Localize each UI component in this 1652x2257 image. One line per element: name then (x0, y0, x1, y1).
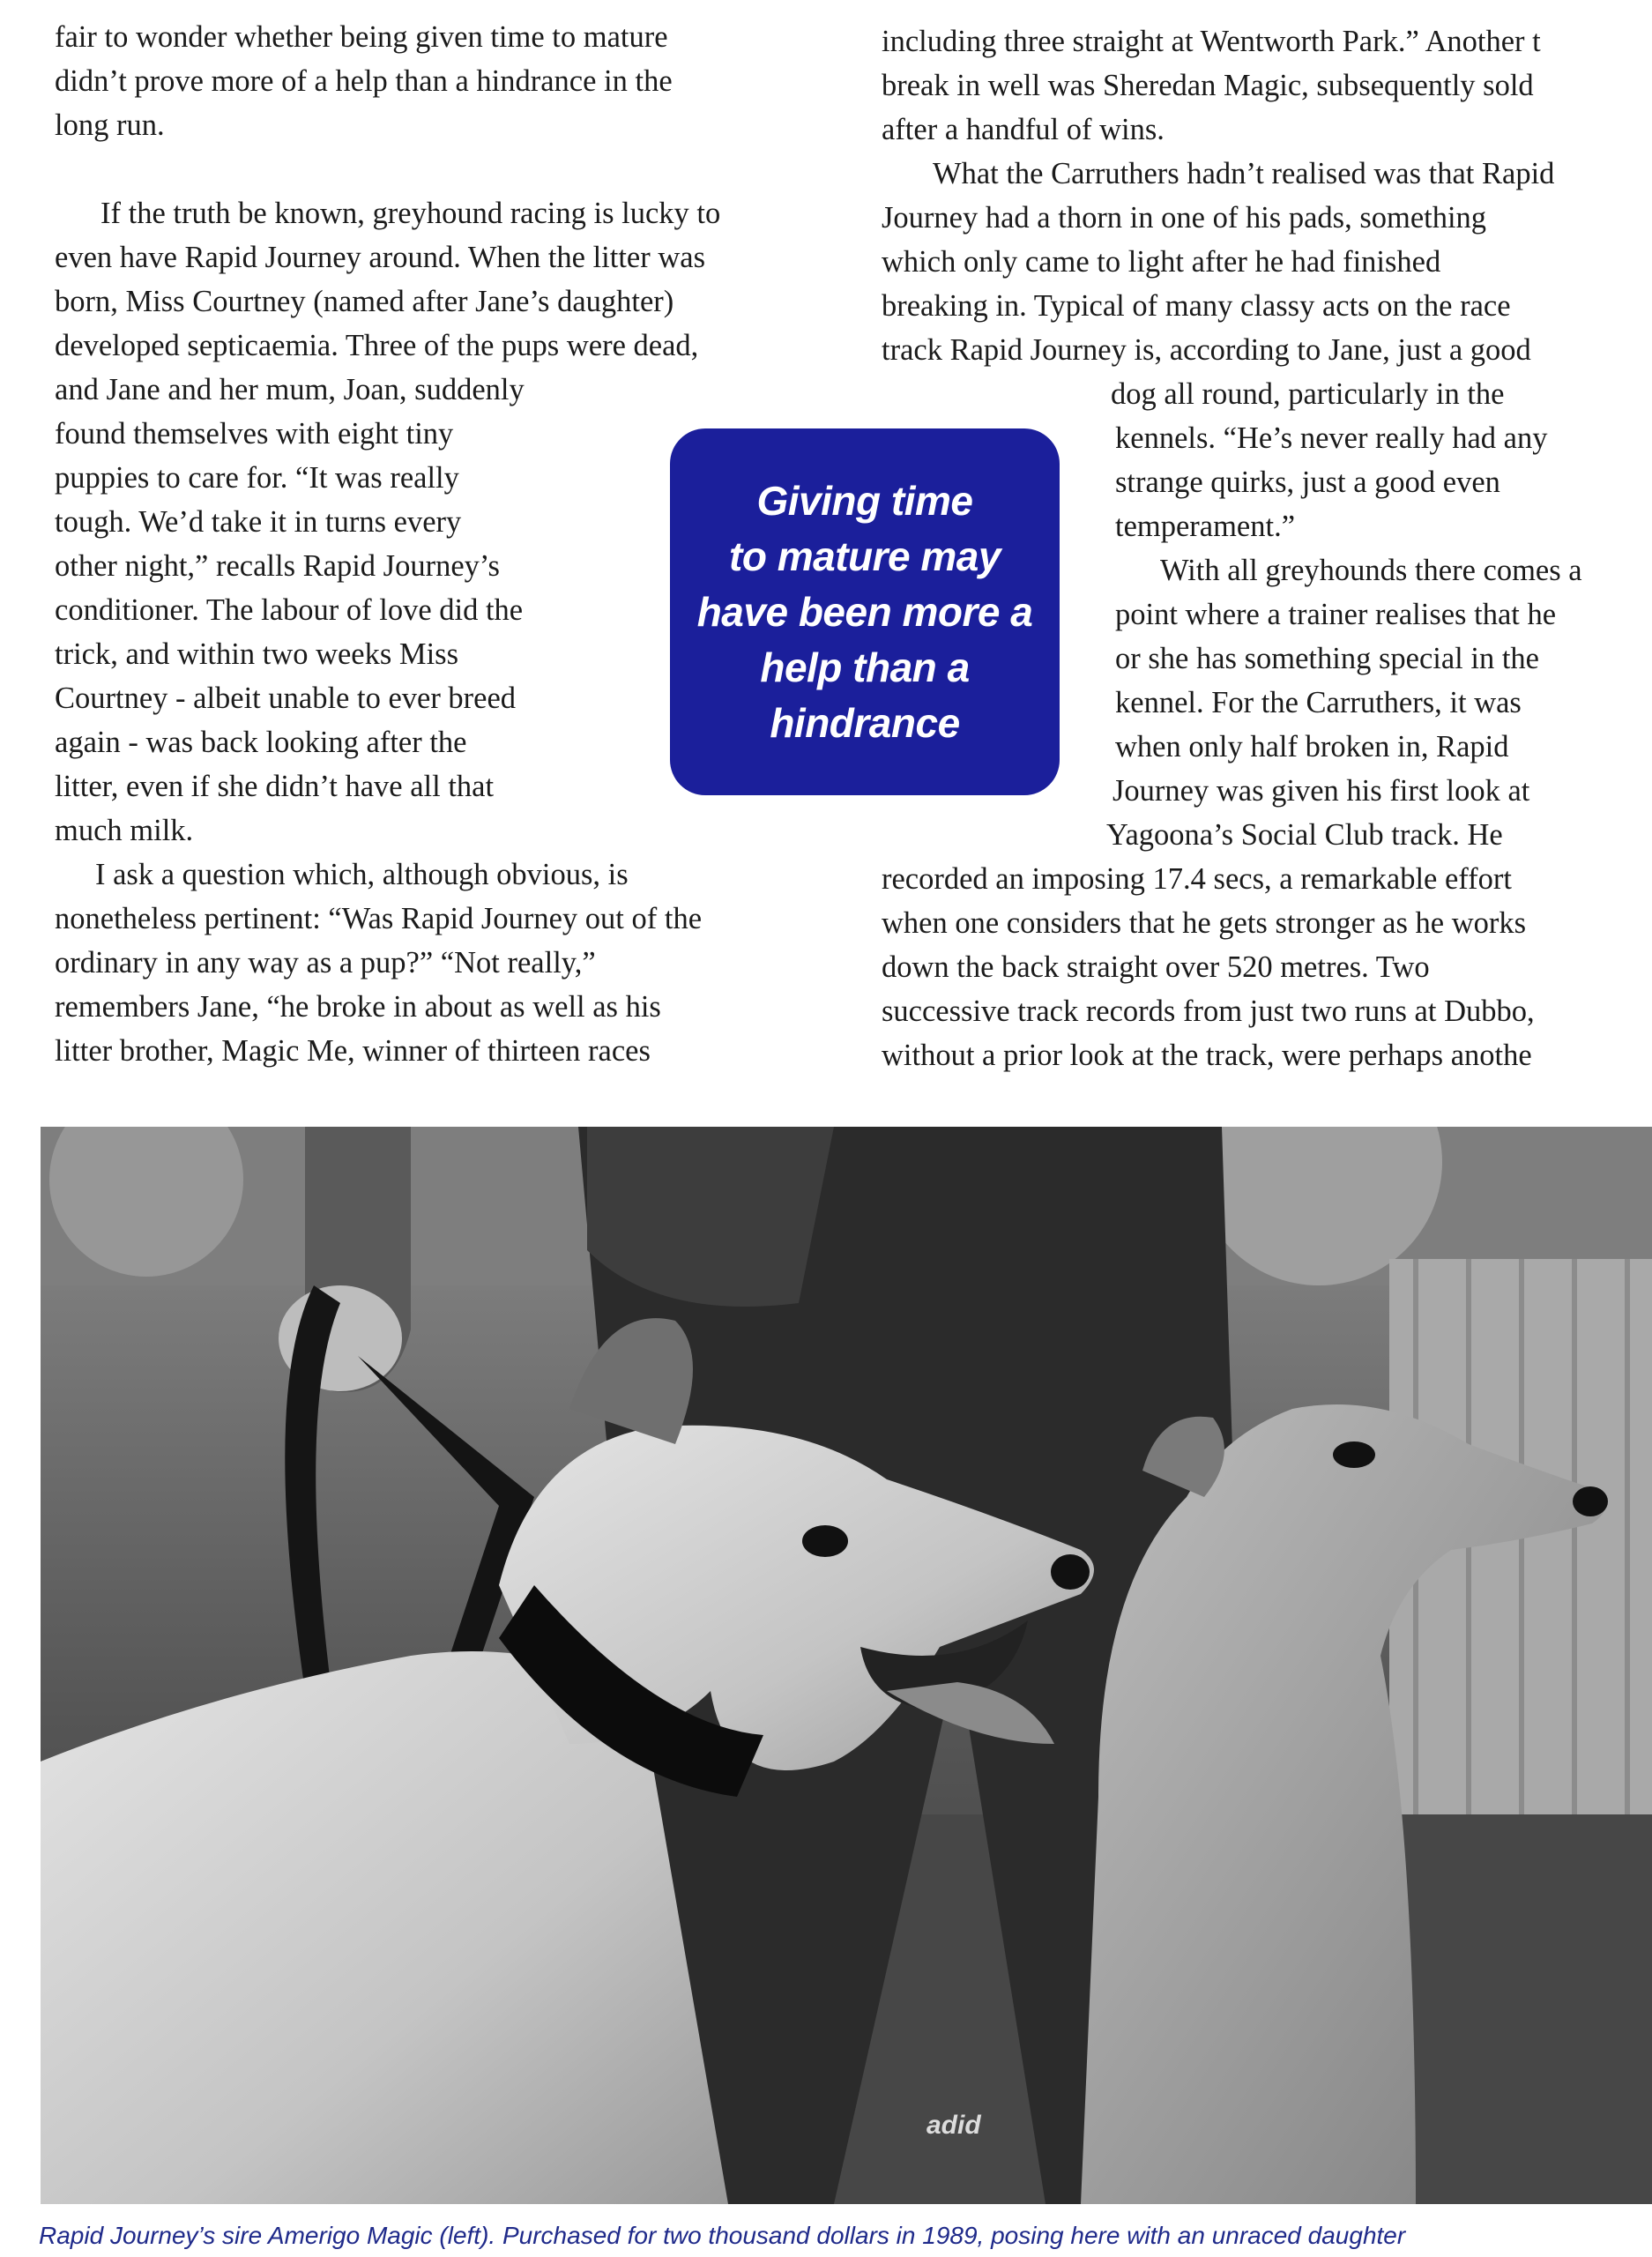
left-dog-nose (1051, 1554, 1090, 1590)
text-line: fair to wonder whether being given time to mature (55, 20, 668, 54)
text-line: kennels. “He’s never really had any (1115, 421, 1548, 455)
text-line: born, Miss Courtney (named after Jane’s daughter) (55, 285, 674, 318)
text-line: down the back straight over 520 metres. Two (882, 950, 1430, 984)
photo-illustration (41, 1127, 1652, 2204)
text-line: much milk. (55, 814, 194, 847)
text-line: temperament.” (1115, 510, 1296, 543)
text-line: conditioner. The labour of love did the (55, 593, 524, 627)
photo-caption: Rapid Journey’s sire Amerigo Magic (left). Purchased for two thousand dollars in 1989, posing here with an unraced daughter (39, 2222, 1406, 2249)
text-line: dog all round, particularly in the (1111, 377, 1505, 411)
text-line: breaking in. Typical of many classy acts on the race (882, 289, 1511, 323)
text-line: other night,” recalls Rapid Journey’s (55, 549, 500, 583)
text-line: puppies to care for. “It was really (55, 461, 459, 495)
text-line: which only came to light after he had finished (882, 245, 1441, 279)
pull-quote-line: Giving time (756, 477, 973, 524)
text-line: when only half broken in, Rapid (1115, 730, 1509, 764)
greyhounds-photo (41, 1127, 1652, 2204)
text-line: tough. We’d take it in turns every (55, 505, 462, 539)
text-line: and Jane and her mum, Joan, suddenly (55, 373, 525, 406)
text-line: recorded an imposing 17.4 secs, a remarkable effort (882, 862, 1512, 896)
text-line: after a handful of wins. (882, 113, 1165, 146)
pull-quote-line: hindrance (770, 699, 960, 746)
pull-quote-box (670, 428, 1060, 795)
text-line: With all greyhounds there comes a (1160, 554, 1582, 587)
text-line: trick, and within two weeks Miss (55, 637, 459, 671)
text-line: Yagoona’s Social Club track. He (1106, 818, 1503, 852)
text-line: nonetheless pertinent: “Was Rapid Journey out of the (55, 902, 703, 935)
shoe-logo-text: adid (926, 2111, 981, 2140)
left-dog-eye (802, 1525, 848, 1557)
left-paragraph-3 (55, 853, 848, 1073)
left-paragraph-1 (55, 15, 848, 147)
text-line: If the truth be known, greyhound racing is lucky to (100, 197, 721, 230)
text-line: again - was back looking after the (55, 726, 467, 759)
pull-quote-line: have been more a (696, 588, 1033, 635)
text-line: or she has something special in the (1115, 642, 1539, 675)
pull-quote-text (697, 473, 1033, 751)
right-dog-eye (1333, 1441, 1375, 1468)
text-line: break in well was Sheredan Magic, subsequently sold (882, 69, 1534, 102)
text-line: litter brother, Magic Me, winner of thirteen races (55, 1034, 651, 1068)
text-line: successive track records from just two runs at Dubbo, (882, 994, 1535, 1028)
right-paragraph-1 (882, 19, 1652, 152)
text-line: remembers Jane, “he broke in about as well as his (55, 990, 661, 1024)
text-line: What the Carruthers hadn’t realised was that Rapid (933, 157, 1555, 190)
text-line: Courtney - albeit unable to ever breed (55, 682, 517, 715)
text-line: didn’t prove more of a help than a hindrance in the (55, 64, 673, 98)
text-line: Journey was given his first look at (1112, 774, 1530, 808)
text-line: litter, even if she didn’t have all that (55, 770, 495, 803)
text-line: developed septicaemia. Three of the pups were dead, (55, 329, 699, 362)
text-line: including three straight at Wentworth Park.” Another t (882, 25, 1541, 58)
right-dog-nose (1573, 1486, 1608, 1516)
text-line: ordinary in any way as a pup?” “Not really,” (55, 946, 596, 980)
text-line: track Rapid Journey is, according to Jane, just a good (882, 333, 1531, 367)
pull-quote-line: to mature may (729, 533, 1001, 579)
pull-quote-line: help than a (760, 644, 970, 690)
text-line: strange quirks, just a good even (1115, 466, 1500, 499)
text-line: even have Rapid Journey around. When the litter was (55, 241, 706, 274)
text-line: when one considers that he gets stronger as he works (882, 906, 1527, 940)
text-line: kennel. For the Carruthers, it was (1115, 686, 1522, 719)
text-line: Journey had a thorn in one of his pads, something (882, 201, 1487, 235)
text-line: long run. (55, 108, 165, 142)
text-line: I ask a question which, although obvious, is (95, 858, 629, 891)
text-line: without a prior look at the track, were perhaps anothe (882, 1039, 1532, 1072)
text-line: found themselves with eight tiny (55, 417, 454, 451)
text-line: point where a trainer realises that he (1115, 598, 1557, 631)
